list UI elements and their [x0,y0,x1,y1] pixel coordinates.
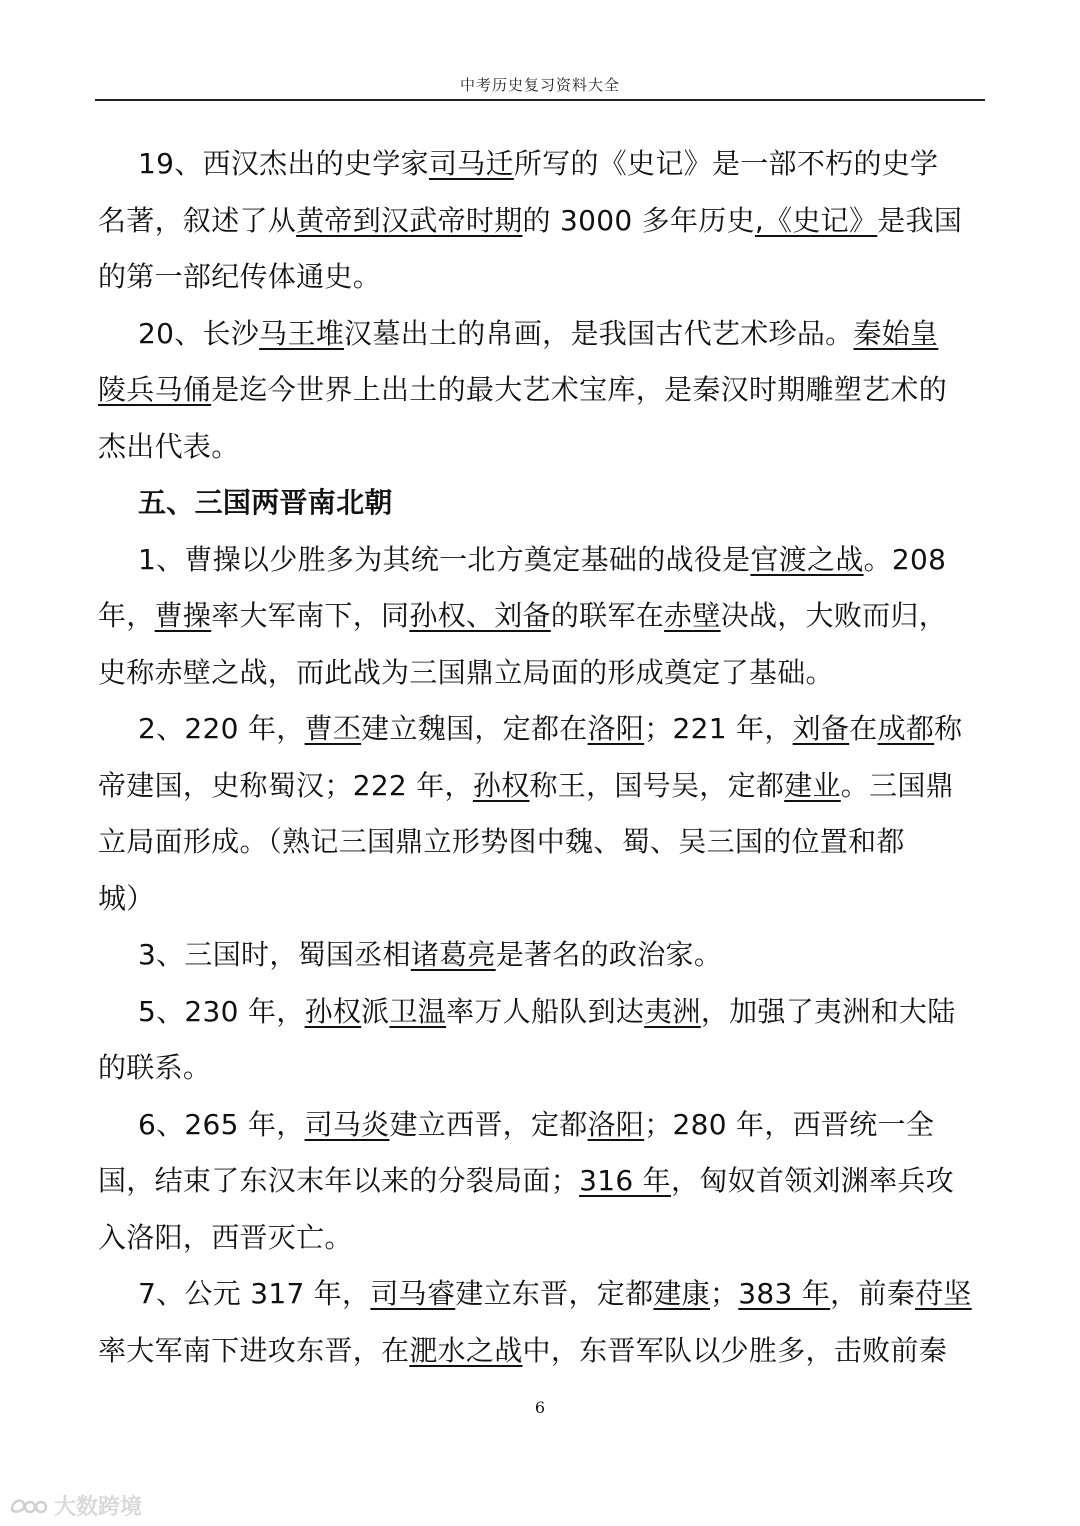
underlined-term: 淝水之战 [409,1333,523,1367]
underlined-term: 曹操 [154,599,212,632]
text-run: 3、三国时，蜀国丞相 [138,938,411,971]
text-run: 1、曹操以少胜多为其统一北方奠定基础的战役是 [138,542,751,576]
text-run: 。三国鼎 [840,768,954,802]
text-line [98,758,988,815]
text-line [98,1153,988,1210]
underlined-term: 曹丕 [304,712,362,745]
text-line [98,1210,988,1267]
text-run: 6、265 年， [138,1107,305,1141]
text-run: 率万人船队到达 [446,994,645,1028]
text-run: ； [709,1277,739,1310]
text-run: 的联系。 [98,1051,212,1084]
text-run: 决战，大败而归， [720,599,948,632]
underlined-term: 官渡之战 [750,542,864,576]
text-run: ；221 年， [644,712,793,745]
text-run: ；280 年，西晋统一全 [644,1107,935,1141]
text-line [98,1097,988,1154]
underlined-term: 刘备 [792,712,850,745]
text-line [98,814,988,871]
underlined-term: 孙权 [304,994,362,1028]
watermark-text: 大数跨境 [54,1494,143,1520]
text-run: 五、三国两晋南北朝 [138,486,393,519]
logo-icon [8,1492,48,1518]
underlined-term: 建康 [653,1277,710,1310]
text-run: 建立魏国，定都在 [361,712,588,745]
underlined-term: 司马迁 [428,147,514,180]
text-line [98,645,988,702]
watermark [8,1490,142,1520]
text-line [98,362,988,419]
document-body [98,136,988,1379]
text-line [98,532,988,589]
text-run: 中，东晋军队以少胜多，击败前秦 [522,1333,948,1367]
text-run: 称 [934,712,963,745]
underlined-term: 赤壁 [664,599,721,632]
underlined-term: 夷洲 [644,994,701,1028]
text-run: 是著名的政治家。 [495,938,723,971]
text-run: 城） [98,881,155,915]
text-run: 是迄今世界上出土的最大艺术宝库，是秦汉时期雕塑艺术的 [211,373,948,406]
underlined-term: 洛阳 [587,712,645,745]
text-run: 汉墓出土的帛画，是我国古代艺术珍品。 [344,316,854,350]
text-run: 建立东晋，定都 [455,1277,654,1310]
text-line [98,871,988,928]
text-line [98,588,988,645]
text-line [98,1266,988,1323]
underlined-term: 316 年 [579,1164,671,1197]
underlined-term: 383 年 [738,1277,831,1310]
underlined-term: 诸葛亮 [410,938,496,971]
text-line [98,1323,988,1380]
text-run: ，匈奴首领刘渊率兵攻 [670,1164,954,1197]
text-line [98,136,988,193]
text-line [98,419,988,476]
text-run: 的联军在 [550,599,665,632]
text-run: 建立西晋，定都 [389,1107,588,1141]
text-line [98,701,988,758]
text-line [98,1040,988,1097]
underlined-term: 司马睿 [370,1277,456,1310]
text-run: 是我国 [877,203,963,237]
text-run: 杰出代表。 [98,429,240,463]
page-number: 6 [534,1398,546,1417]
section-heading [98,475,988,532]
text-run: 国，结束了东汉末年以来的分裂局面； [98,1164,580,1197]
text-run: 帝建国，史称蜀汉；222 年， [98,768,473,802]
text-run: 率大军南下，同 [211,599,410,632]
header-divider [95,99,985,101]
text-run: 派 [361,994,390,1028]
text-line [98,927,988,984]
text-run: 5、230 年， [138,994,305,1028]
text-run: 立局面形成。（熟记三国鼎立形势图中魏、蜀、吴三国的位置和都 [98,825,905,858]
underlined-term: 黄帝到汉武帝时期 [296,203,523,237]
text-run: 的 3000 多年历史 [522,203,755,237]
underlined-term: 苻坚 [915,1277,972,1310]
text-run: 入洛阳，西晋灭亡。 [98,1220,353,1254]
text-run: 20、长沙 [138,316,260,350]
text-run: 称王，国号吴，定都 [529,768,785,802]
text-run: 7、公元 317 年， [138,1277,371,1310]
underlined-term: 洛阳 [587,1107,645,1141]
text-run: ，加强了夷洲和大陆 [700,994,956,1028]
text-run: 年， [98,599,155,632]
text-run: 史称赤壁之战，而此战为三国鼎立局面的形成奠定了基础。 [98,655,834,689]
page-header: 中考历史复习资料大全 [459,76,620,94]
underlined-term: 卫温 [389,994,447,1028]
underlined-term: 孙权、刘备 [409,599,551,632]
text-run: 在 [849,712,878,745]
underlined-term: 秦始皇 [853,316,939,350]
text-run: 名著，叙述了从 [98,203,297,237]
text-run: 的第一部纪传体通史。 [98,260,382,293]
underlined-term: 陵兵马俑 [98,373,212,406]
underlined-term: 建业 [784,768,841,802]
text-run: 率大军南下进攻东晋，在 [98,1333,410,1367]
text-line [98,249,988,306]
underlined-term: 马王堆 [259,316,345,350]
text-run: ，前秦 [830,1277,916,1310]
underlined-term: 成都 [877,712,935,745]
underlined-term: 孙权 [472,768,530,802]
text-run: 。208 [863,542,947,576]
text-run: 所写的《史记》是一部不朽的史学 [513,147,939,180]
text-line [98,306,988,363]
text-line [98,193,988,250]
text-run: 19、西汉杰出的史学家 [138,147,429,180]
underlined-term: ,《史记》 [754,203,878,237]
text-run: 2、220 年， [138,712,305,745]
text-line [98,984,988,1041]
underlined-term: 司马炎 [304,1107,390,1141]
